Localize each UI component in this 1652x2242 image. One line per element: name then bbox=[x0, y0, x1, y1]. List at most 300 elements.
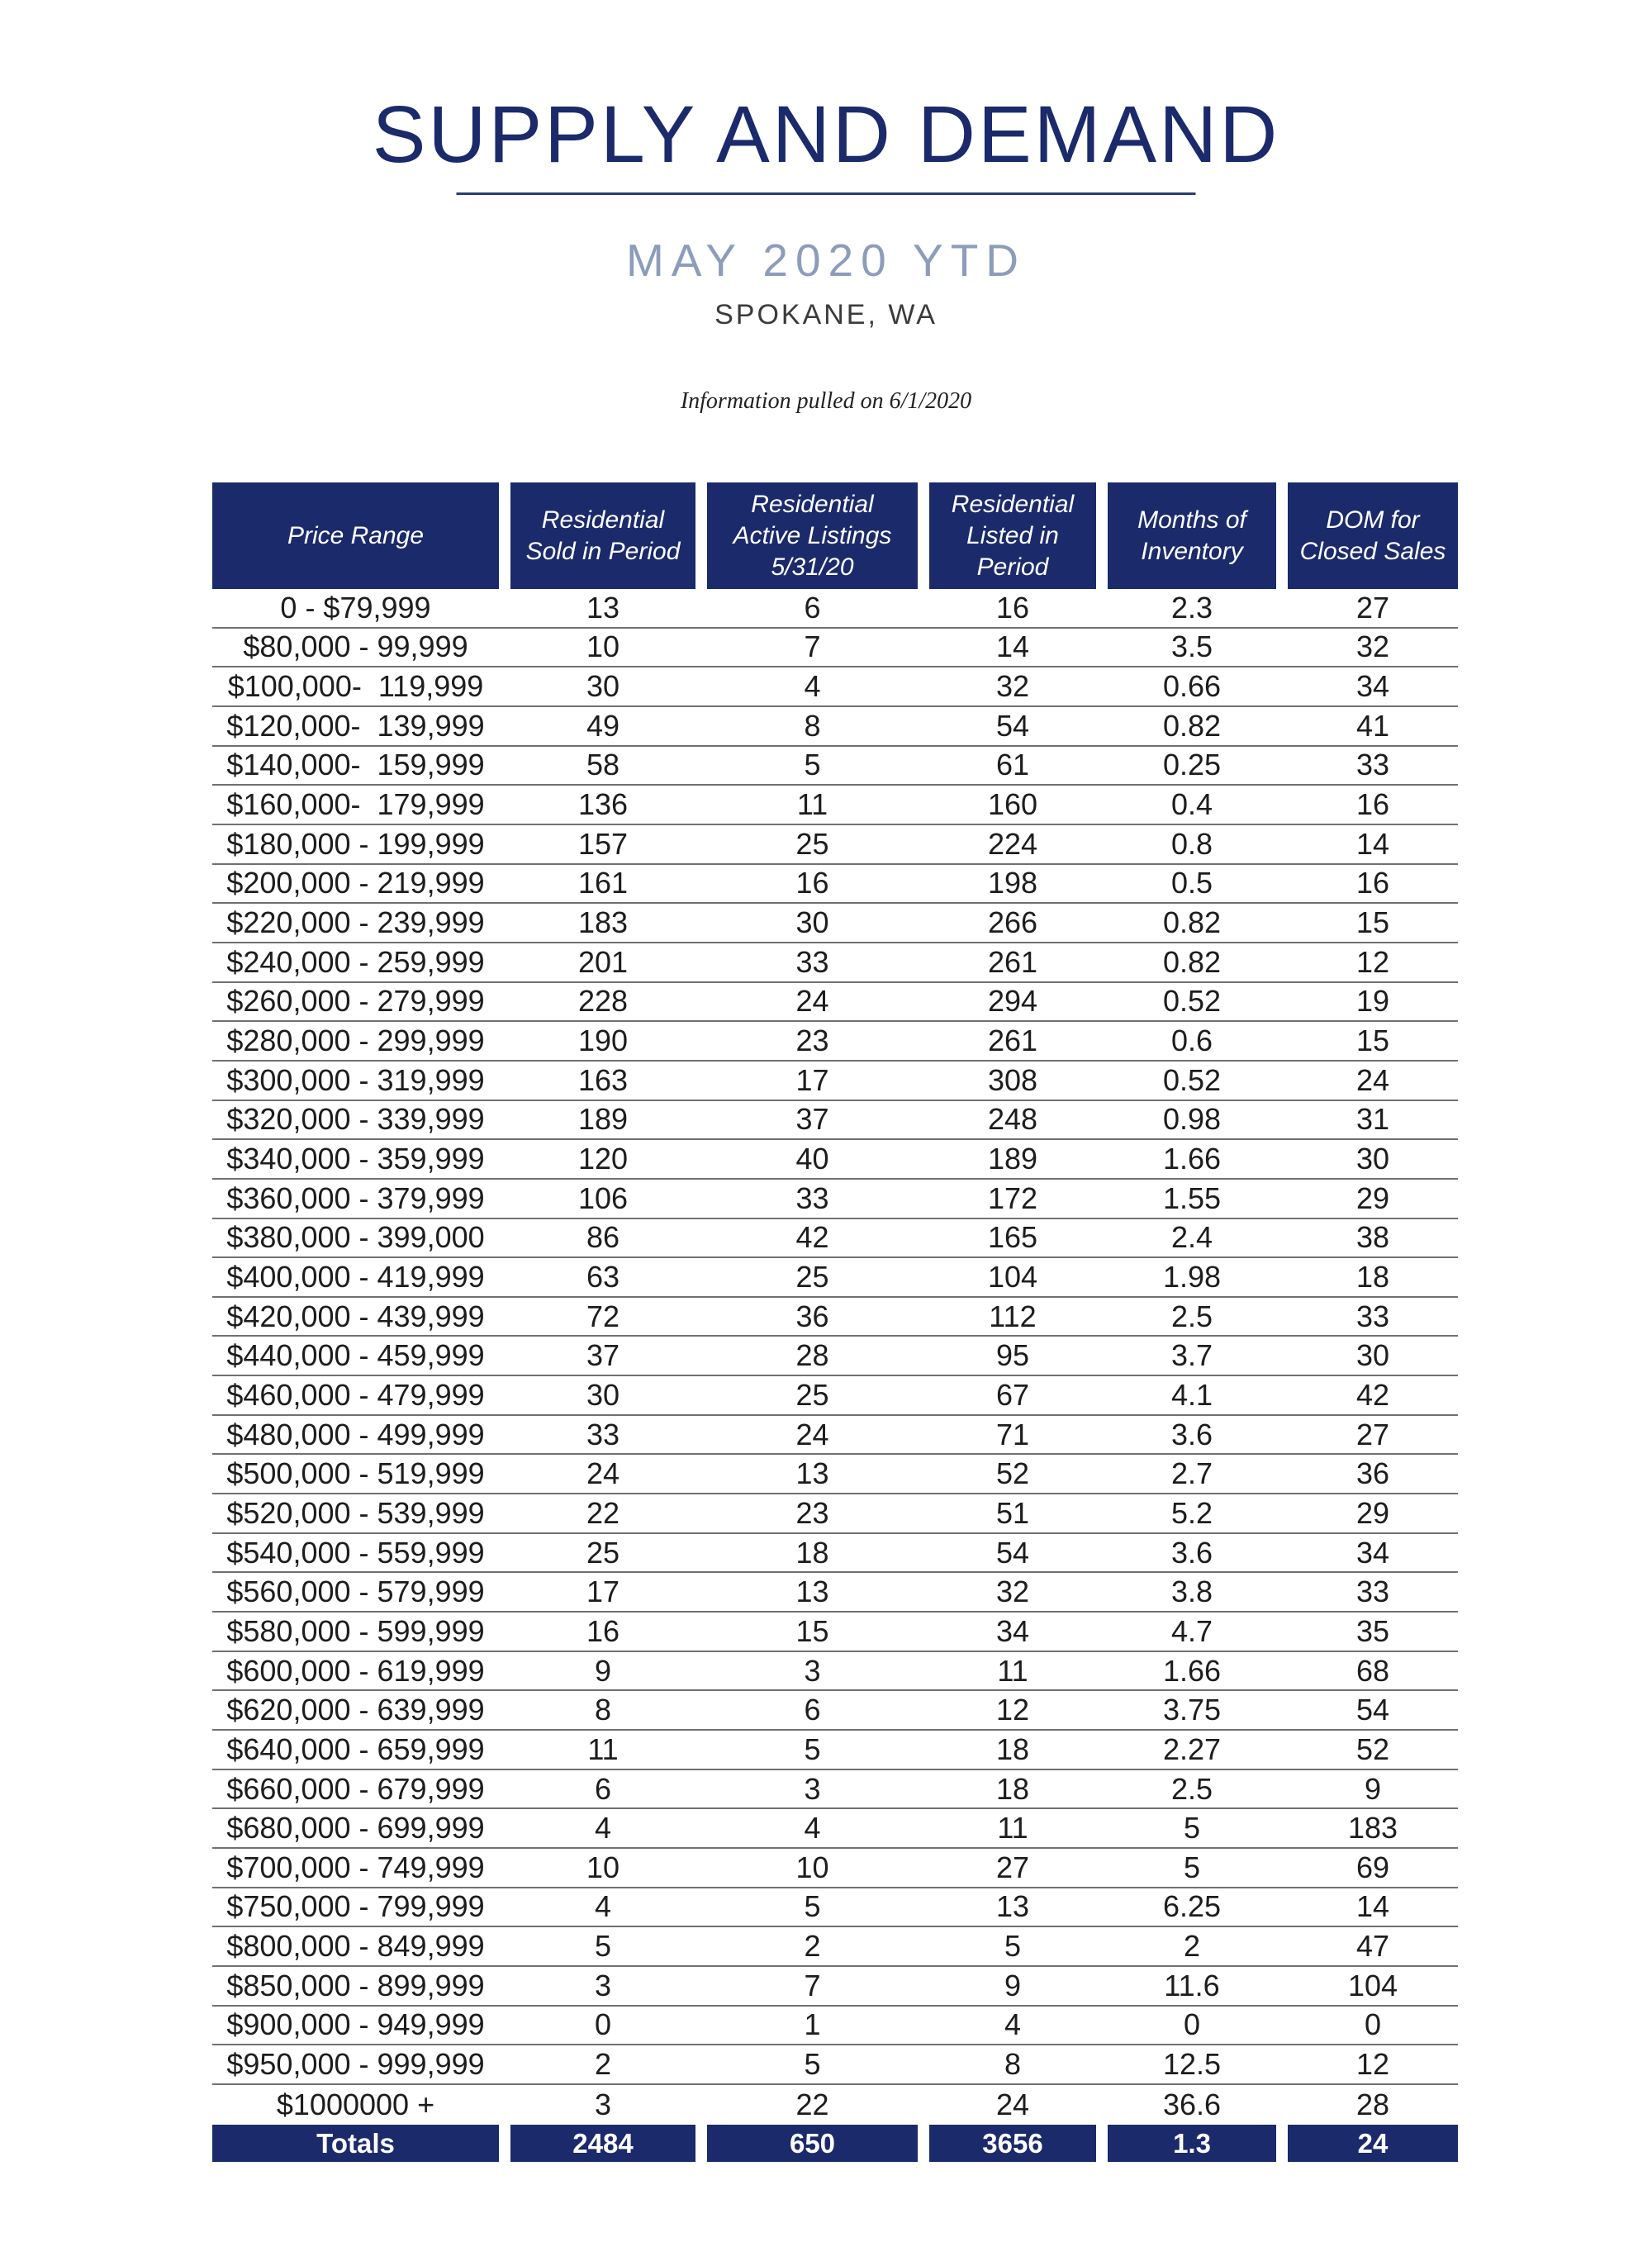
value-cell: 25 bbox=[795, 1377, 829, 1412]
value-cell: 9 bbox=[594, 1653, 612, 1688]
value-cell: 33 bbox=[586, 1417, 620, 1451]
value-cell: 18 bbox=[795, 1535, 829, 1570]
value-cell: 183 bbox=[577, 905, 629, 940]
value-cell: 2 bbox=[804, 1929, 821, 1964]
value-cell: 29 bbox=[1355, 1180, 1390, 1215]
column-header-months-of-inventory bbox=[1108, 482, 1276, 589]
value-cell: 0.82 bbox=[1162, 708, 1222, 743]
table-row bbox=[212, 1022, 1458, 1062]
header-line: 5/31/20 bbox=[771, 553, 854, 581]
value-cell: 38 bbox=[1355, 1220, 1390, 1255]
price-range-cell: $850,000 - 899,999 bbox=[226, 1968, 485, 2002]
value-cell: 71 bbox=[995, 1417, 1030, 1451]
table-row bbox=[212, 1140, 1458, 1180]
value-cell: 3.6 bbox=[1170, 1535, 1213, 1570]
price-range-cell: $680,000 - 699,999 bbox=[226, 1811, 485, 1845]
data-pulled-note: Information pulled on 6/1/2020 bbox=[680, 388, 972, 414]
value-cell: 24 bbox=[795, 1417, 829, 1451]
value-cell: 11 bbox=[796, 787, 828, 822]
price-range-cell: $260,000 - 279,999 bbox=[226, 984, 485, 1019]
value-cell: 248 bbox=[987, 1102, 1038, 1137]
value-cell: 1.66 bbox=[1162, 1142, 1222, 1176]
header-line: Inventory bbox=[1141, 537, 1243, 565]
page-title: SUPPLY AND DEMAND bbox=[372, 89, 1280, 179]
value-cell: 0 bbox=[1364, 2007, 1382, 2042]
value-cell: 17 bbox=[586, 1575, 620, 1609]
price-range-cell: $180,000 - 199,999 bbox=[226, 826, 485, 861]
price-range-cell: $600,000 - 619,999 bbox=[226, 1653, 485, 1688]
value-cell: 8 bbox=[804, 708, 821, 743]
value-cell: 3.6 bbox=[1170, 1417, 1213, 1451]
value-cell: 6 bbox=[594, 1771, 612, 1806]
value-cell: 25 bbox=[795, 1259, 829, 1294]
value-cell: 266 bbox=[987, 905, 1038, 940]
table-row bbox=[212, 1101, 1458, 1141]
value-cell: 2 bbox=[1183, 1929, 1201, 1964]
table-row bbox=[212, 1416, 1458, 1456]
value-cell: 190 bbox=[577, 1024, 629, 1058]
price-range-cell: $900,000 - 949,999 bbox=[226, 2007, 485, 2042]
column-header-residential-sold bbox=[510, 482, 695, 589]
value-cell: 5 bbox=[1004, 1929, 1022, 1964]
value-cell: 157 bbox=[577, 826, 629, 861]
value-cell: 189 bbox=[577, 1102, 629, 1137]
value-cell: 0.25 bbox=[1162, 748, 1222, 782]
value-cell: 6 bbox=[804, 590, 821, 625]
value-cell: 34 bbox=[1355, 1535, 1390, 1570]
value-cell: 27 bbox=[995, 1850, 1030, 1884]
value-cell: 11 bbox=[997, 1811, 1028, 1845]
value-cell: 0.52 bbox=[1162, 1062, 1222, 1097]
value-cell: 2.5 bbox=[1170, 1771, 1213, 1806]
value-cell: 11.6 bbox=[1164, 1968, 1220, 2002]
value-cell: 86 bbox=[586, 1220, 620, 1255]
price-range-cell: $280,000 - 299,999 bbox=[226, 1024, 485, 1058]
value-cell: 2.27 bbox=[1162, 1731, 1222, 1766]
table-row bbox=[212, 1573, 1458, 1613]
price-range-cell: $400,000 - 419,999 bbox=[226, 1259, 485, 1294]
value-cell: 72 bbox=[586, 1299, 620, 1333]
header-line: Residential bbox=[541, 506, 665, 534]
totals-dom: 24 bbox=[1288, 2125, 1458, 2162]
price-range-cell: $220,000 - 239,999 bbox=[226, 905, 485, 940]
header-line: Sold in Period bbox=[525, 537, 681, 565]
value-cell: 0.6 bbox=[1170, 1024, 1213, 1058]
value-cell: 0.82 bbox=[1162, 905, 1222, 940]
value-cell: 136 bbox=[577, 787, 629, 822]
price-range-cell: $950,000 - 999,999 bbox=[226, 2047, 485, 2082]
value-cell: 172 bbox=[987, 1180, 1038, 1215]
table-row bbox=[212, 1337, 1458, 1376]
price-range-cell: $200,000 - 219,999 bbox=[226, 866, 485, 900]
table-row bbox=[212, 667, 1458, 707]
value-cell: 5 bbox=[804, 1731, 821, 1766]
table-row bbox=[212, 1613, 1458, 1652]
table-totals-row bbox=[212, 2125, 1458, 2162]
table-row bbox=[212, 2085, 1458, 2125]
value-cell: 34 bbox=[995, 1613, 1030, 1648]
price-range-cell: $360,000 - 379,999 bbox=[226, 1180, 485, 1215]
price-range-cell: $620,000 - 639,999 bbox=[226, 1693, 485, 1727]
totals-sold: 2484 bbox=[510, 2125, 695, 2162]
value-cell: 16 bbox=[586, 1613, 620, 1648]
value-cell: 24 bbox=[586, 1456, 620, 1491]
value-cell: 23 bbox=[795, 1024, 829, 1058]
value-cell: 15 bbox=[795, 1613, 829, 1648]
table-row bbox=[212, 786, 1458, 825]
value-cell: 308 bbox=[987, 1062, 1038, 1097]
value-cell: 5 bbox=[1183, 1811, 1201, 1845]
price-range-cell: $140,000- 159,999 bbox=[226, 748, 485, 782]
value-cell: 2.4 bbox=[1170, 1220, 1213, 1255]
value-cell: 25 bbox=[795, 826, 829, 861]
table-row bbox=[212, 1298, 1458, 1337]
price-range-cell: $420,000 - 439,999 bbox=[226, 1299, 485, 1333]
value-cell: 12 bbox=[995, 1693, 1030, 1727]
table-row bbox=[212, 629, 1458, 668]
value-cell: 6.25 bbox=[1162, 1889, 1222, 1924]
table-row bbox=[212, 983, 1458, 1023]
report-location: SPOKANE, WA bbox=[714, 299, 938, 330]
header-line: DOM for bbox=[1326, 506, 1420, 534]
value-cell: 165 bbox=[987, 1220, 1038, 1255]
value-cell: 27 bbox=[1355, 590, 1390, 625]
header-line: Period bbox=[976, 553, 1049, 581]
value-cell: 36 bbox=[795, 1299, 829, 1333]
value-cell: 24 bbox=[1355, 1062, 1390, 1097]
table-row bbox=[212, 1691, 1458, 1731]
value-cell: 11 bbox=[997, 1653, 1028, 1688]
value-cell: 106 bbox=[577, 1180, 629, 1215]
price-range-cell: $640,000 - 659,999 bbox=[226, 1731, 485, 1766]
table-row bbox=[212, 1062, 1458, 1101]
value-cell: 67 bbox=[995, 1377, 1030, 1412]
table-row bbox=[212, 1494, 1458, 1534]
value-cell: 198 bbox=[987, 866, 1038, 900]
value-cell: 161 bbox=[577, 866, 629, 900]
value-cell: 16 bbox=[1355, 866, 1390, 900]
value-cell: 51 bbox=[995, 1495, 1030, 1530]
value-cell: 30 bbox=[1355, 1338, 1390, 1373]
value-cell: 7 bbox=[804, 629, 821, 664]
value-cell: 2.5 bbox=[1170, 1299, 1213, 1333]
value-cell: 24 bbox=[995, 2087, 1030, 2121]
table-row bbox=[212, 589, 1458, 629]
value-cell: 33 bbox=[795, 944, 829, 979]
value-cell: 41 bbox=[1355, 708, 1390, 743]
value-cell: 31 bbox=[1355, 1102, 1390, 1137]
table-row bbox=[212, 1731, 1458, 1770]
price-range-cell: $560,000 - 579,999 bbox=[226, 1575, 485, 1609]
value-cell: 3.75 bbox=[1162, 1693, 1222, 1727]
value-cell: 112 bbox=[989, 1299, 1037, 1333]
value-cell: 4.7 bbox=[1170, 1613, 1213, 1648]
value-cell: 120 bbox=[577, 1142, 629, 1176]
value-cell: 15 bbox=[1355, 1024, 1390, 1058]
price-range-cell: $340,000 - 359,999 bbox=[226, 1142, 485, 1176]
value-cell: 2.7 bbox=[1170, 1456, 1213, 1491]
header-line: Closed Sales bbox=[1299, 537, 1446, 565]
value-cell: 1.66 bbox=[1162, 1653, 1222, 1688]
totals-listed: 3656 bbox=[929, 2125, 1096, 2162]
table-row bbox=[212, 825, 1458, 865]
value-cell: 224 bbox=[987, 826, 1038, 861]
value-cell: 12 bbox=[1355, 944, 1390, 979]
value-cell: 63 bbox=[586, 1259, 620, 1294]
value-cell: 4 bbox=[1004, 2007, 1022, 2042]
report-period: MAY 2020 YTD bbox=[625, 235, 1027, 286]
value-cell: 24 bbox=[795, 984, 829, 1019]
totals-months-inventory: 1.3 bbox=[1108, 2125, 1276, 2162]
value-cell: 54 bbox=[995, 708, 1030, 743]
price-range-cell: $800,000 - 849,999 bbox=[226, 1929, 485, 1964]
value-cell: 54 bbox=[1355, 1693, 1390, 1727]
value-cell: 15 bbox=[1355, 905, 1390, 940]
value-cell: 183 bbox=[1347, 1811, 1398, 1845]
value-cell: 2.3 bbox=[1170, 590, 1213, 625]
value-cell: 14 bbox=[1355, 1889, 1390, 1924]
value-cell: 0.66 bbox=[1162, 669, 1222, 704]
value-cell: 40 bbox=[795, 1142, 829, 1176]
value-cell: 5.2 bbox=[1170, 1495, 1213, 1530]
value-cell: 32 bbox=[995, 1575, 1030, 1609]
value-cell: 201 bbox=[577, 944, 629, 979]
value-cell: 4.1 bbox=[1170, 1377, 1213, 1412]
value-cell: 6 bbox=[804, 1693, 821, 1727]
value-cell: 3 bbox=[804, 1653, 821, 1688]
value-cell: 14 bbox=[995, 629, 1030, 664]
value-cell: 11 bbox=[587, 1731, 619, 1766]
table-row bbox=[212, 1180, 1458, 1219]
value-cell: 4 bbox=[594, 1889, 612, 1924]
value-cell: 7 bbox=[804, 1968, 821, 2002]
value-cell: 33 bbox=[1355, 748, 1390, 782]
value-cell: 27 bbox=[1355, 1417, 1390, 1451]
value-cell: 0.5 bbox=[1170, 866, 1213, 900]
value-cell: 3 bbox=[594, 2087, 612, 2121]
table-row bbox=[212, 1455, 1458, 1494]
header-line: Months of bbox=[1137, 506, 1246, 534]
value-cell: 37 bbox=[586, 1338, 620, 1373]
table-row bbox=[212, 1888, 1458, 1928]
price-range-cell: $540,000 - 559,999 bbox=[226, 1535, 485, 1570]
value-cell: 69 bbox=[1355, 1850, 1390, 1884]
value-cell: 52 bbox=[1355, 1731, 1390, 1766]
price-range-cell: $380,000 - 399,000 bbox=[226, 1220, 485, 1255]
header-line: Listed in bbox=[966, 521, 1059, 549]
value-cell: 261 bbox=[987, 944, 1038, 979]
price-range-cell: 0 - $79,999 bbox=[280, 590, 431, 625]
table-row bbox=[212, 1652, 1458, 1692]
value-cell: 36.6 bbox=[1162, 2087, 1222, 2121]
price-range-cell: $440,000 - 459,999 bbox=[226, 1338, 485, 1373]
table-row bbox=[212, 1219, 1458, 1259]
value-cell: 294 bbox=[987, 984, 1038, 1019]
value-cell: 17 bbox=[795, 1062, 829, 1097]
value-cell: 14 bbox=[1355, 826, 1390, 861]
price-range-cell: $660,000 - 679,999 bbox=[226, 1771, 485, 1806]
table-row bbox=[212, 1849, 1458, 1888]
table-row bbox=[212, 1927, 1458, 1967]
value-cell: 3.8 bbox=[1170, 1575, 1213, 1609]
value-cell: 0.8 bbox=[1170, 826, 1213, 861]
value-cell: 12.5 bbox=[1162, 2047, 1222, 2082]
value-cell: 54 bbox=[995, 1535, 1030, 1570]
table-row bbox=[212, 747, 1458, 786]
value-cell: 163 bbox=[577, 1062, 629, 1097]
table-row bbox=[212, 1809, 1458, 1849]
column-header-dom-closed-sales bbox=[1288, 482, 1458, 589]
value-cell: 61 bbox=[995, 748, 1030, 782]
value-cell: 33 bbox=[1355, 1575, 1390, 1609]
header-line: Residential bbox=[951, 490, 1075, 518]
value-cell: 42 bbox=[1355, 1377, 1390, 1412]
table-row bbox=[212, 707, 1458, 747]
value-cell: 28 bbox=[1355, 2087, 1390, 2121]
value-cell: 8 bbox=[594, 1693, 612, 1727]
value-cell: 9 bbox=[1004, 1968, 1022, 2002]
header-line: Active Listings bbox=[733, 521, 892, 549]
value-cell: 8 bbox=[1004, 2047, 1022, 2082]
price-range-cell: $480,000 - 499,999 bbox=[226, 1417, 485, 1451]
value-cell: 104 bbox=[1347, 1968, 1398, 2002]
value-cell: 19 bbox=[1355, 984, 1390, 1019]
table-row bbox=[212, 1770, 1458, 1810]
value-cell: 18 bbox=[995, 1731, 1030, 1766]
value-cell: 18 bbox=[1355, 1259, 1390, 1294]
value-cell: 22 bbox=[586, 1495, 620, 1530]
totals-active-listings: 650 bbox=[707, 2125, 918, 2162]
value-cell: 58 bbox=[586, 748, 620, 782]
header-line: Price Range bbox=[287, 521, 425, 549]
value-cell: 29 bbox=[1355, 1495, 1390, 1530]
table-header-row bbox=[212, 482, 1458, 589]
value-cell: 13 bbox=[795, 1575, 829, 1609]
value-cell: 33 bbox=[795, 1180, 829, 1215]
value-cell: 16 bbox=[995, 590, 1030, 625]
value-cell: 9 bbox=[1364, 1771, 1382, 1806]
value-cell: 0 bbox=[1183, 2007, 1201, 2042]
value-cell: 261 bbox=[987, 1024, 1038, 1058]
value-cell: 13 bbox=[995, 1889, 1030, 1924]
value-cell: 3 bbox=[804, 1771, 821, 1806]
value-cell: 34 bbox=[1355, 669, 1390, 704]
value-cell: 1 bbox=[804, 2007, 821, 2042]
value-cell: 33 bbox=[1355, 1299, 1390, 1333]
value-cell: 3.5 bbox=[1170, 629, 1213, 664]
value-cell: 4 bbox=[594, 1811, 612, 1845]
value-cell: 32 bbox=[995, 669, 1030, 704]
value-cell: 68 bbox=[1355, 1653, 1390, 1688]
value-cell: 30 bbox=[1355, 1142, 1390, 1176]
value-cell: 23 bbox=[795, 1495, 829, 1530]
price-range-cell: $120,000- 139,999 bbox=[226, 708, 485, 743]
value-cell: 1.98 bbox=[1162, 1259, 1222, 1294]
value-cell: 4 bbox=[804, 1811, 821, 1845]
supply-demand-table bbox=[212, 482, 1458, 2162]
value-cell: 5 bbox=[804, 2047, 821, 2082]
value-cell: 10 bbox=[795, 1850, 829, 1884]
table-row bbox=[212, 1534, 1458, 1574]
value-cell: 0.4 bbox=[1170, 787, 1213, 822]
table-row bbox=[212, 1967, 1458, 2007]
value-cell: 3 bbox=[594, 1968, 612, 2002]
value-cell: 5 bbox=[1183, 1850, 1201, 1884]
price-range-cell: $460,000 - 479,999 bbox=[226, 1377, 485, 1412]
value-cell: 5 bbox=[804, 748, 821, 782]
value-cell: 10 bbox=[586, 629, 620, 664]
table-body bbox=[212, 589, 1458, 2125]
value-cell: 47 bbox=[1355, 1929, 1390, 1964]
value-cell: 28 bbox=[795, 1338, 829, 1373]
price-range-cell: $300,000 - 319,999 bbox=[226, 1062, 485, 1097]
value-cell: 25 bbox=[586, 1535, 620, 1570]
value-cell: 30 bbox=[586, 1377, 620, 1412]
value-cell: 228 bbox=[577, 984, 629, 1019]
value-cell: 5 bbox=[804, 1889, 821, 1924]
value-cell: 10 bbox=[586, 1850, 620, 1884]
price-range-cell: $700,000 - 749,999 bbox=[226, 1850, 485, 1884]
value-cell: 35 bbox=[1355, 1613, 1390, 1648]
value-cell: 160 bbox=[987, 787, 1038, 822]
price-range-cell: $100,000- 119,999 bbox=[227, 669, 484, 704]
value-cell: 13 bbox=[586, 590, 620, 625]
header-line: Residential bbox=[751, 490, 874, 518]
value-cell: 42 bbox=[795, 1220, 829, 1255]
table-row bbox=[212, 2045, 1458, 2085]
value-cell: 5 bbox=[594, 1929, 612, 1964]
table-row bbox=[212, 2007, 1458, 2046]
value-cell: 37 bbox=[795, 1102, 829, 1137]
value-cell: 104 bbox=[987, 1259, 1038, 1294]
title-underline bbox=[457, 192, 1196, 195]
table-row bbox=[212, 943, 1458, 983]
value-cell: 0.52 bbox=[1162, 984, 1222, 1019]
column-header-listed-in-period bbox=[929, 482, 1096, 589]
price-range-cell: $80,000 - 99,999 bbox=[243, 629, 468, 664]
price-range-cell: $520,000 - 539,999 bbox=[226, 1495, 485, 1530]
value-cell: 22 bbox=[795, 2087, 829, 2121]
value-cell: 30 bbox=[586, 669, 620, 704]
price-range-cell: $750,000 - 799,999 bbox=[226, 1889, 485, 1924]
value-cell: 0.82 bbox=[1162, 944, 1222, 979]
price-range-cell: $500,000 - 519,999 bbox=[226, 1456, 485, 1491]
value-cell: 16 bbox=[795, 866, 829, 900]
column-header-active-listings bbox=[707, 482, 918, 589]
value-cell: 13 bbox=[795, 1456, 829, 1491]
table-row bbox=[212, 1376, 1458, 1416]
value-cell: 0.98 bbox=[1162, 1102, 1222, 1137]
totals-label: Totals bbox=[212, 2125, 499, 2162]
value-cell: 3.7 bbox=[1170, 1338, 1213, 1373]
value-cell: 49 bbox=[586, 708, 620, 743]
value-cell: 0 bbox=[594, 2007, 612, 2042]
value-cell: 12 bbox=[1355, 2047, 1390, 2082]
value-cell: 18 bbox=[995, 1771, 1030, 1806]
table-row bbox=[212, 904, 1458, 943]
value-cell: 2 bbox=[594, 2047, 612, 2082]
value-cell: 16 bbox=[1355, 787, 1390, 822]
price-range-cell: $160,000- 179,999 bbox=[226, 787, 485, 822]
value-cell: 32 bbox=[1355, 629, 1390, 664]
value-cell: 1.55 bbox=[1162, 1180, 1222, 1215]
table-row bbox=[212, 865, 1458, 905]
value-cell: 52 bbox=[995, 1456, 1030, 1491]
price-range-cell: $580,000 - 599,999 bbox=[226, 1613, 485, 1648]
value-cell: 95 bbox=[995, 1338, 1030, 1373]
price-range-cell: $320,000 - 339,999 bbox=[226, 1102, 485, 1137]
price-range-cell: $240,000 - 259,999 bbox=[226, 944, 485, 979]
